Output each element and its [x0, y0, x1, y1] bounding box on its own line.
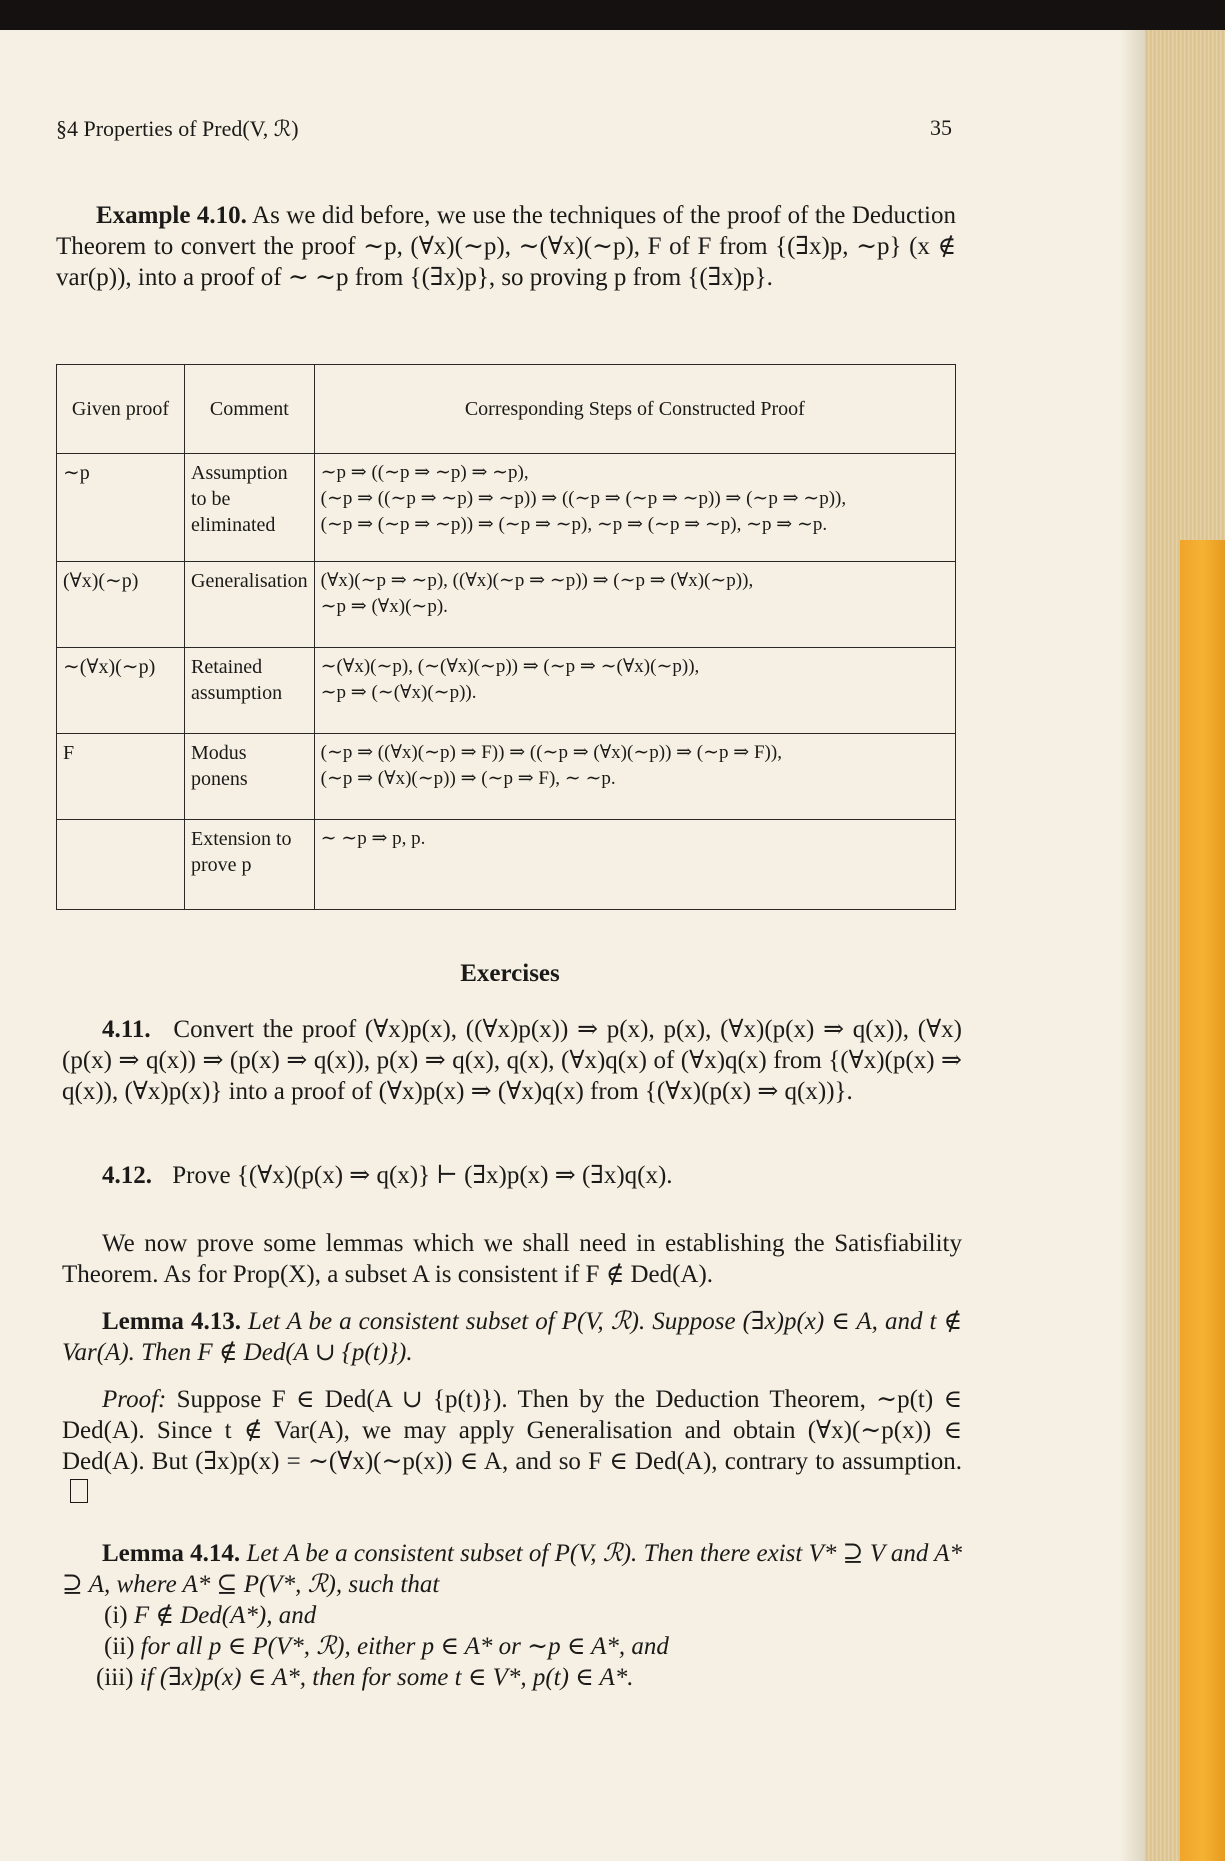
step-line: ∼ ∼p ⇒ p, p.: [320, 828, 426, 849]
example-text: As we did before, we use the techniques of the proof of the Deduction Theorem to convert the proof ∼p, (∀x)(∼p), ∼(∀x)(∼p), F of F from {(∃x)p, ∼p} (x ∉ var(p)), into a proof of ∼ ∼p from {(∃x)p}, so proving p from {(∃x)p}.: [56, 202, 957, 291]
exercises-title: Exercises: [460, 960, 560, 987]
step-line: (∀x)(∼p ⇒ ∼p), ((∀x)(∼p ⇒ ∼p)) ⇒ (∼p ⇒ (∀x)(∼p)),: [320, 570, 754, 591]
comment-cell: Extension to prove p: [185, 820, 315, 910]
table-row: [57, 648, 956, 734]
qed-box-icon: [70, 1479, 88, 1503]
step-line: (∼p ⇒ ((∼p ⇒ ∼p) ⇒ ∼p)) ⇒ ((∼p ⇒ (∼p ⇒ ∼p)) ⇒ (∼p ⇒ ∼p)),: [320, 488, 847, 509]
exercise-number: 4.12.: [102, 1162, 152, 1189]
given-cell: (∀x)(∼p): [57, 562, 185, 648]
comment-cell: Assumption to be eliminated: [185, 454, 315, 562]
comment-cell: Modus ponens: [185, 734, 315, 820]
exercise-4-12: [62, 1160, 962, 1191]
comment-cell: Generalisation: [185, 562, 315, 648]
given-cell: [57, 820, 185, 910]
table-row: [57, 734, 956, 820]
step-line: ∼p ⇒ (∼(∀x)(∼p)).: [320, 682, 477, 703]
table-row: [57, 454, 956, 562]
example-4-10: [56, 200, 956, 293]
item-text: if (∃x)p(x) ∈ A*, then for some t ∈ V*, p(t) ∈ A*.: [139, 1664, 634, 1691]
steps-cell: [314, 820, 955, 910]
item-label: (ii): [104, 1633, 135, 1660]
exercise-text: Convert the proof (∀x)p(x), ((∀x)p(x)) ⇒ p(x), p(x), (∀x)(p(x) ⇒ q(x)), (∀x)(p(x) ⇒ q(x)) ⇒ (p(x) ⇒ q(x)), p(x) ⇒ q(x), q(x), (∀x)q(x) of (∀x)q(x) from {(∀x)(p(x) ⇒ q(x)), (∀x)p(x)} into a proof of (∀x)p(x) ⇒ (∀x)q(x) from {(∀x)(p(x) ⇒ q(x))}.: [62, 1016, 962, 1105]
steps-cell: [314, 734, 955, 820]
step-line: (∼p ⇒ (∀x)(∼p)) ⇒ (∼p ⇒ F), ∼ ∼p.: [320, 768, 616, 789]
lemma-conditions: [96, 1600, 984, 1693]
lemma-label: Lemma 4.14.: [102, 1540, 241, 1567]
header-constructed-steps: Corresponding Steps of Constructed Proof: [314, 365, 955, 454]
table-row: [57, 820, 956, 910]
step-line: ∼p ⇒ (∀x)(∼p).: [320, 596, 448, 617]
proof-table: [56, 364, 956, 910]
step-line: (∼p ⇒ (∼p ⇒ ∼p)) ⇒ (∼p ⇒ ∼p), ∼p ⇒ (∼p ⇒ ∼p), ∼p ⇒ ∼p.: [320, 514, 828, 535]
steps-cell: [314, 562, 955, 648]
header-given-proof: Given proof: [57, 365, 185, 454]
given-cell: ∼p: [57, 454, 185, 562]
list-item: [104, 1600, 984, 1631]
item-label: (i): [104, 1602, 128, 1629]
step-line: ∼(∀x)(∼p), (∼(∀x)(∼p)) ⇒ (∼p ⇒ ∼(∀x)(∼p)),: [320, 656, 700, 677]
item-text: F ∉ Ded(A*), and: [133, 1602, 317, 1629]
step-line: (∼p ⇒ ((∀x)(∼p) ⇒ F)) ⇒ ((∼p ⇒ (∀x)(∼p)) ⇒ (∼p ⇒ F)),: [320, 742, 782, 763]
book-fore-edge-orange: [1180, 540, 1225, 1861]
proof-4-13: [62, 1384, 962, 1508]
lemma-4-13: [62, 1306, 962, 1368]
item-text: for all p ∈ P(V*, ℛ), either p ∈ A* or ∼p ∈ A*, and: [140, 1633, 669, 1660]
proof-text: Suppose F ∈ Ded(A ∪ {p(t)}). Then by the Deduction Theorem, ∼p(t) ∈ Ded(A). Since t ∉ Var(A), we may apply Generalisation and obtain (∀x)(∼p(x)) ∈ Ded(A). But (∃x)p(x) = ∼(∀x)(∼p(x)) ∈ A, and so F ∈ Ded(A), contrary to assumption.: [62, 1386, 962, 1475]
given-cell: F: [57, 734, 185, 820]
running-head: §4 Properties of Pred(V, ℛ): [56, 116, 299, 141]
lemma-text: Let A be a consistent subset of P(V, ℛ). Then there exist V* ⊇ V and A* ⊇ A, where A* ⊆ P(V*, ℛ), such that: [62, 1540, 963, 1598]
table-row: [57, 562, 956, 648]
list-item: [104, 1631, 984, 1662]
steps-cell: [314, 454, 955, 562]
lemma-label: Lemma 4.13.: [102, 1308, 241, 1335]
step-line: ∼p ⇒ ((∼p ⇒ ∼p) ⇒ ∼p),: [320, 462, 529, 483]
comment-cell: Retained assumption: [185, 648, 315, 734]
proof-label: Proof:: [102, 1386, 167, 1413]
lemma-text: Let A be a consistent subset of P(V, ℛ). Suppose (∃x)p(x) ∈ A, and t ∉ Var(A). Then F ∉ Ded(A ∪ {p(t)}).: [62, 1308, 963, 1366]
page-number: 35: [930, 115, 952, 140]
item-label: (iii): [96, 1664, 134, 1691]
given-cell: ∼(∀x)(∼p): [57, 648, 185, 734]
body-paragraph: We now prove some lemmas which we shall need in establishing the Satisfiability Theorem. As for Prop(X), a subset A is consistent if F ∉ Ded(A).: [62, 1230, 962, 1288]
exercise-number: 4.11.: [102, 1016, 151, 1043]
header-comment: Comment: [185, 365, 315, 454]
exercise-4-11: [62, 1014, 962, 1107]
table-header-row: [57, 365, 956, 454]
exercise-text: Prove {(∀x)(p(x) ⇒ q(x)} ⊢ (∃x)p(x) ⇒ (∃x)q(x).: [172, 1162, 673, 1189]
example-label: Example 4.10.: [96, 202, 247, 229]
lemma-4-14: [62, 1538, 962, 1600]
steps-cell: [314, 648, 955, 734]
list-item: [96, 1662, 984, 1693]
